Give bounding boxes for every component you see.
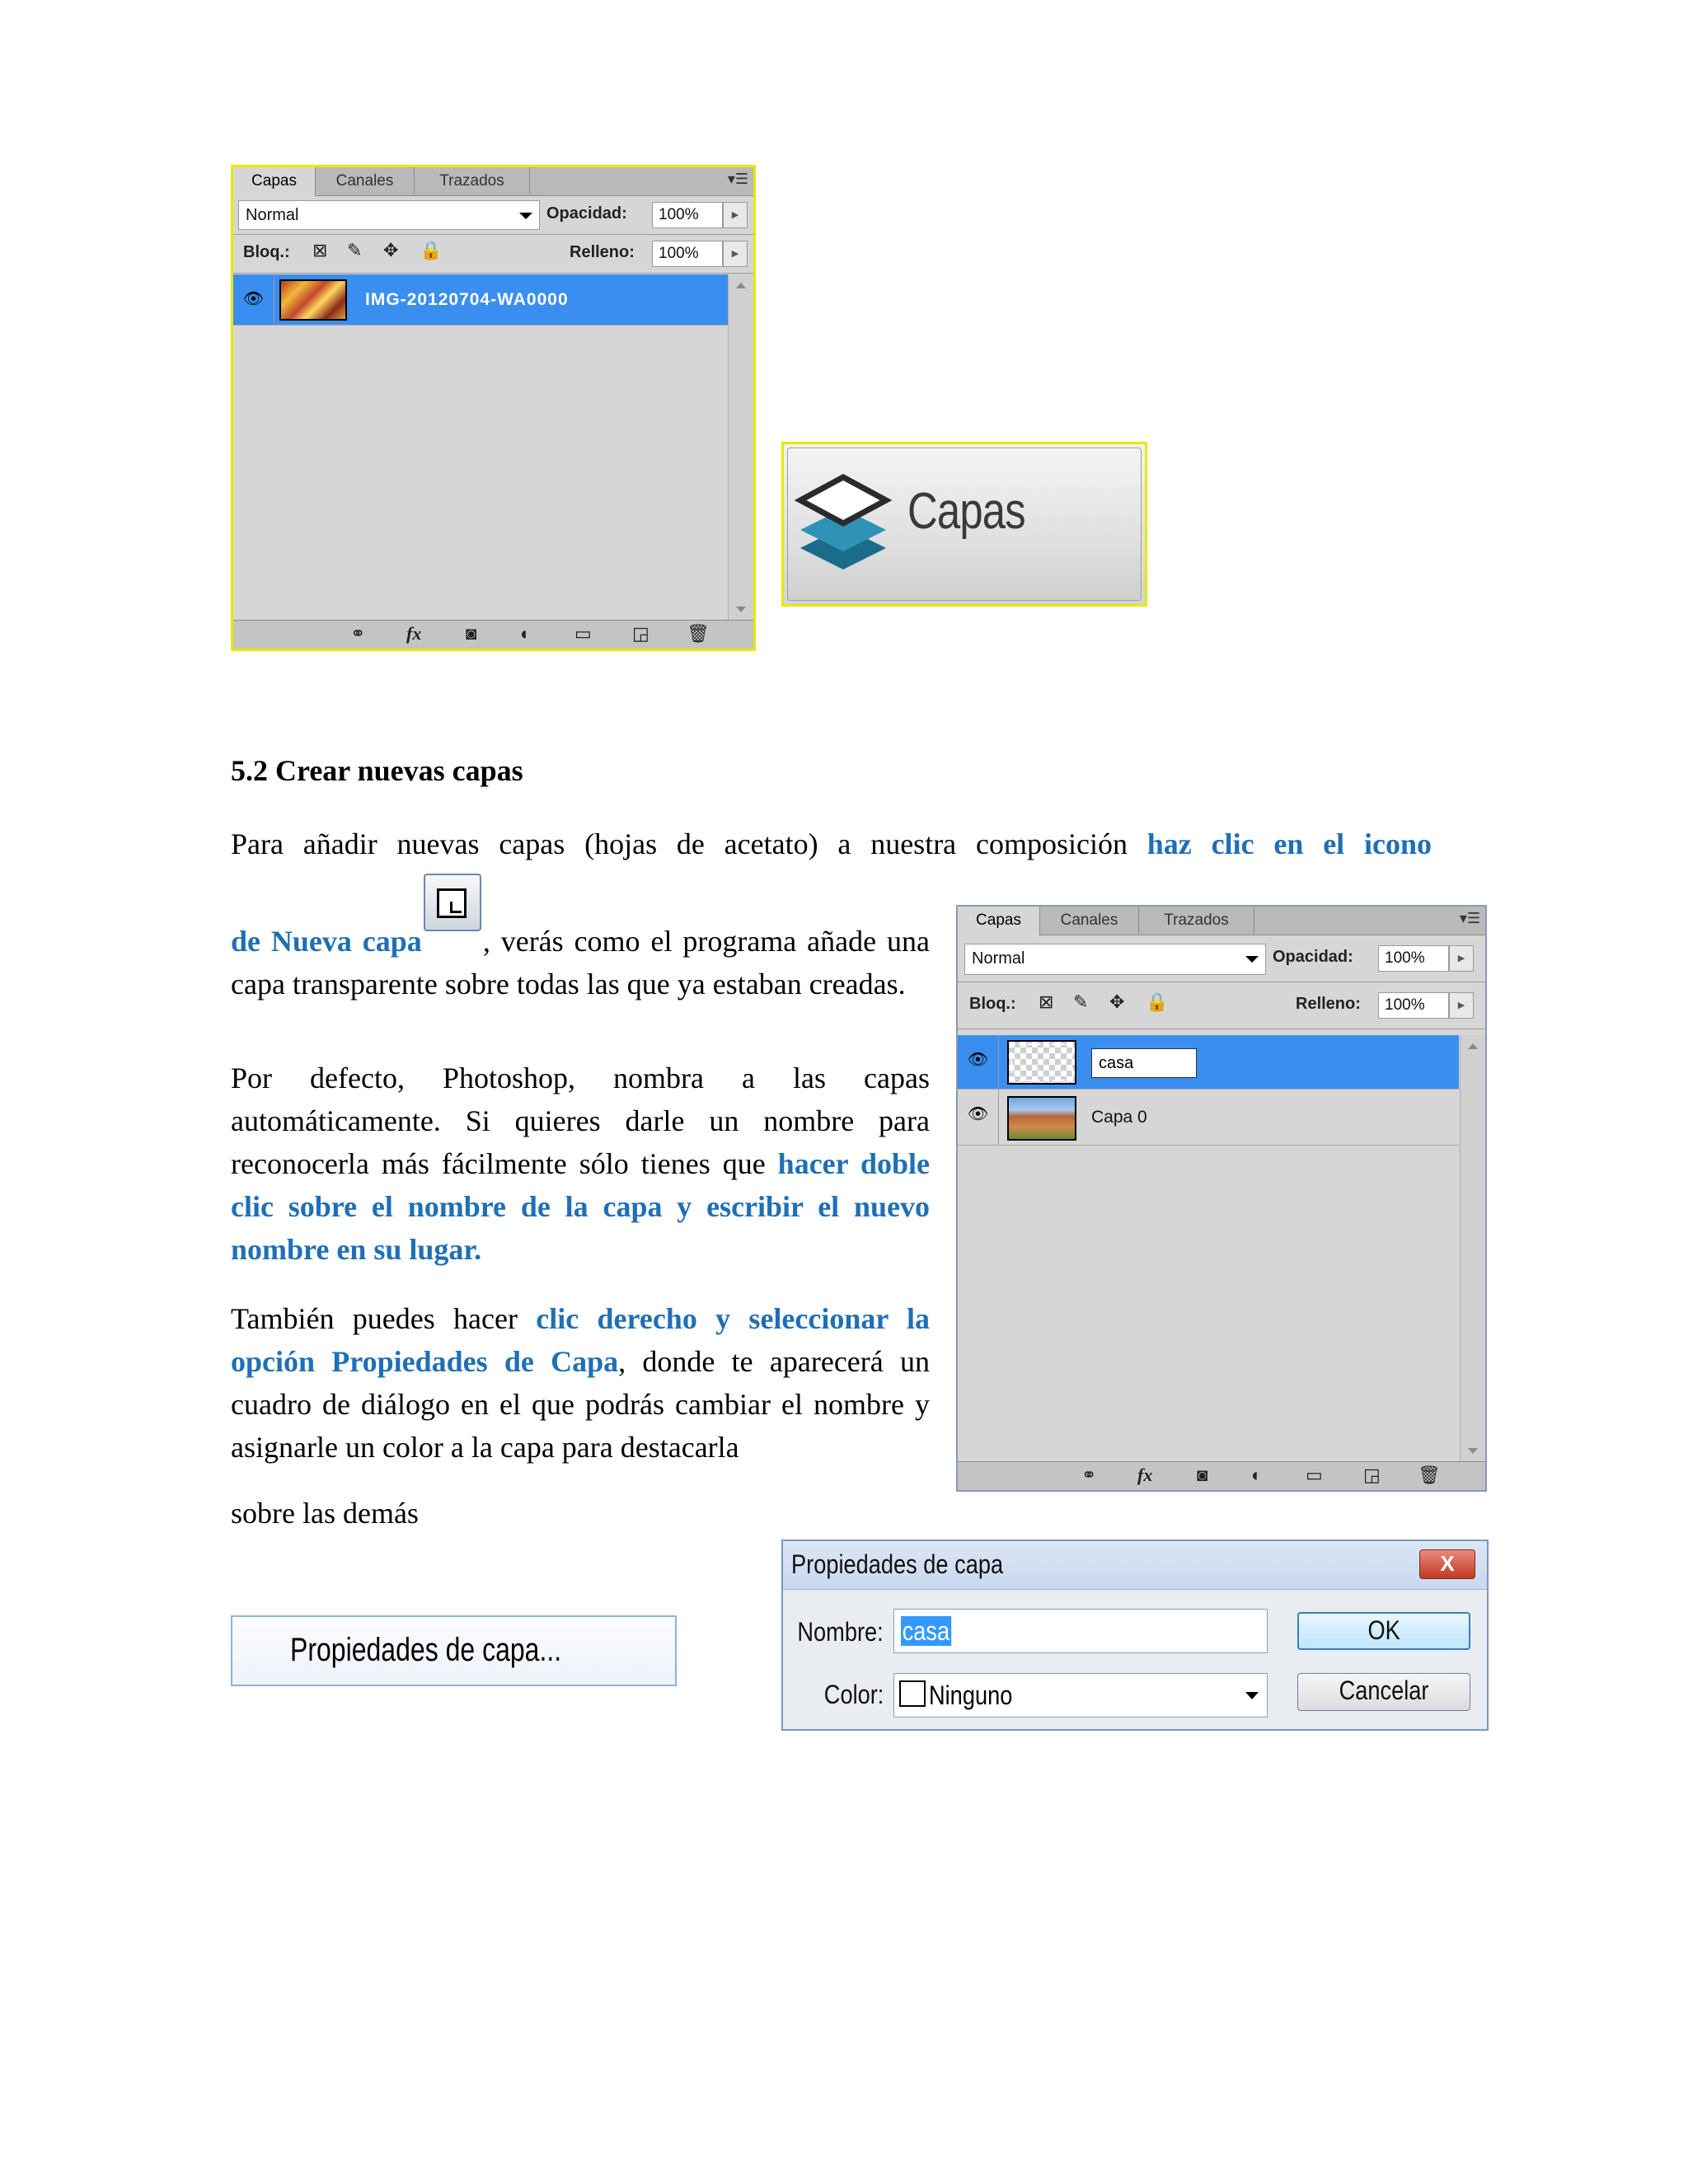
layer-thumbnail (1007, 1096, 1076, 1141)
layer-row[interactable] (958, 1090, 1459, 1146)
cancel-button[interactable] (1297, 1673, 1470, 1711)
blend-mode-value: Normal (246, 206, 299, 224)
chevron-down-icon (1245, 1692, 1259, 1699)
paragraph-2 (231, 1057, 930, 1271)
opacity-input[interactable]: 100% (652, 202, 723, 228)
scroll-up-icon[interactable] (1468, 1043, 1478, 1049)
lock-transparent-icon[interactable]: ⊠ (1039, 991, 1054, 1012)
layer-thumbnail (279, 279, 347, 321)
fill-label: Relleno: (1296, 995, 1361, 1013)
p3-text: También puedes hacer (231, 1302, 537, 1335)
paragraph-1-rest (231, 898, 930, 1005)
ok-button[interactable] (1297, 1612, 1470, 1650)
eye-icon[interactable]: 👁 (233, 274, 274, 325)
tab-trazados[interactable]: Trazados (415, 167, 530, 194)
scroll-down-icon[interactable] (1468, 1448, 1478, 1454)
new-layer-inline-icon (424, 874, 481, 931)
name-label: Nombre: (797, 1617, 884, 1647)
blend-row (233, 196, 753, 235)
transparent-layer-thumbnail (1007, 1040, 1076, 1085)
chevron-down-icon (1245, 956, 1259, 963)
chevron-down-icon (519, 213, 532, 219)
blend-mode-select[interactable] (964, 944, 1266, 975)
fx-icon[interactable]: fx (1137, 1465, 1153, 1485)
layers-scrollbar[interactable] (728, 274, 753, 621)
tab-trazados[interactable]: Trazados (1139, 907, 1254, 934)
blend-mode-value: Normal (972, 949, 1025, 968)
dialog-titlebar (783, 1541, 1487, 1590)
color-select-value: Ninguno (929, 1680, 1013, 1710)
scroll-up-icon[interactable] (736, 283, 746, 288)
color-label: Color: (823, 1680, 884, 1709)
close-button[interactable] (1419, 1549, 1475, 1579)
lock-row (958, 982, 1485, 1029)
folder-icon[interactable]: ▭ (1306, 1465, 1323, 1485)
layers-panel-2 (956, 905, 1487, 1492)
layers-scrollbar[interactable] (1460, 1035, 1485, 1462)
context-menu-item-layer-properties[interactable] (231, 1615, 677, 1686)
opacity-input[interactable]: 100% (1378, 945, 1449, 972)
lock-move-icon[interactable]: ✥ (1109, 991, 1125, 1012)
layer-row[interactable] (233, 274, 728, 326)
panel-menu-icon[interactable]: ▾☰ (727, 171, 748, 187)
opacity-slider-button[interactable]: ▶ (1449, 945, 1474, 972)
layer-name[interactable]: Capa 0 (1091, 1108, 1147, 1127)
panel-footer (958, 1461, 1485, 1490)
panel-tabs (958, 907, 1485, 935)
trash-icon[interactable]: 🗑 (687, 623, 710, 644)
p1-highlight: haz clic en el icono (1146, 827, 1432, 860)
fx-icon[interactable]: fx (406, 623, 422, 644)
fill-slider-button[interactable]: ▶ (1449, 992, 1474, 1019)
color-swatch (899, 1680, 926, 1707)
layers-panel-1 (231, 165, 756, 651)
lock-all-icon[interactable]: 🔒 (420, 240, 443, 260)
layer-row[interactable] (958, 1035, 1459, 1090)
p2-text: Por defecto, Photoshop, nombra a las capas automáticamente. Si quieres darle un nombre para reconocerla más fácilmente sólo tienes que (231, 1062, 930, 1180)
fill-label: Relleno: (570, 243, 635, 261)
lock-label: Bloq.: (243, 243, 290, 261)
blend-row (958, 935, 1485, 982)
color-select[interactable] (893, 1673, 1268, 1718)
new-layer-icon[interactable]: ◲ (632, 623, 649, 644)
tab-canales[interactable]: Canales (1040, 907, 1139, 934)
context-menu-item-label: Propiedades de capa... (290, 1632, 562, 1668)
link-icon[interactable]: ⚭ (350, 623, 366, 644)
adjustment-icon[interactable]: ◐ (520, 623, 532, 644)
eye-icon[interactable]: 👁 (958, 1035, 999, 1089)
fill-slider-button[interactable]: ▶ (723, 241, 748, 267)
lock-transparent-icon[interactable]: ⊠ (312, 240, 328, 260)
lock-move-icon[interactable]: ✥ (383, 240, 399, 260)
p2-highlight: hacer doble clic sobre el nombre de la capa y escribir el nuevo nombre en su lugar. (231, 1147, 930, 1266)
layer-name[interactable]: IMG-20120704-WA0000 (365, 290, 569, 309)
panel-menu-icon[interactable]: ▾☰ (1459, 910, 1480, 926)
blend-mode-select[interactable] (238, 200, 540, 230)
capas-button-label: Capas (907, 483, 1025, 540)
lock-row (233, 235, 753, 274)
opacity-label: Opacidad: (1273, 948, 1353, 966)
section-heading: 5.2 Crear nuevas capas (231, 754, 523, 787)
tab-capas[interactable]: Capas (233, 167, 316, 196)
name-input-value: casa (902, 1616, 950, 1646)
tab-capas[interactable]: Capas (958, 907, 1040, 935)
folder-icon[interactable]: ▭ (574, 623, 592, 644)
p1-highlight-2: de Nueva capa (231, 925, 422, 958)
paragraph-3-end: sobre las demás (231, 1497, 419, 1530)
paragraph-3 (231, 1297, 930, 1469)
panel-tabs (233, 167, 753, 196)
opacity-label: Opacidad: (546, 204, 627, 223)
tab-canales[interactable]: Canales (316, 167, 415, 194)
capas-button[interactable] (781, 442, 1147, 607)
layer-properties-dialog (781, 1540, 1489, 1731)
trash-icon[interactable]: 🗑 (1418, 1465, 1441, 1485)
opacity-slider-button[interactable]: ▶ (723, 202, 748, 228)
close-icon: X (1440, 1551, 1455, 1576)
lock-all-icon[interactable]: 🔒 (1146, 991, 1169, 1012)
new-layer-icon[interactable]: ◲ (1363, 1465, 1381, 1485)
paragraph-1-line-1 (231, 823, 1432, 865)
mask-icon[interactable]: ◙ (1197, 1465, 1208, 1485)
mask-icon[interactable]: ◙ (466, 623, 477, 644)
p3-text-2: , donde te aparecerá un cuadro de diálogo en el que podrás cambiar el nombre y asignarle un color a la capa para destacarla (231, 1345, 930, 1464)
layer-name-edit-field[interactable]: casa (1091, 1048, 1197, 1078)
fill-input[interactable]: 100% (652, 241, 723, 267)
panel-footer (233, 620, 753, 649)
link-icon[interactable]: ⚭ (1081, 1465, 1097, 1485)
lock-brush-icon[interactable]: ✎ (347, 240, 363, 260)
dialog-title: Propiedades de capa (791, 1549, 1004, 1579)
p1-text: Para añadir nuevas capas (hojas de acetato) a nuestra composición (231, 827, 1147, 860)
layers-icon (794, 469, 893, 584)
eye-icon[interactable]: 👁 (958, 1090, 999, 1145)
name-input[interactable] (893, 1609, 1268, 1653)
fill-input[interactable]: 100% (1378, 992, 1449, 1019)
ok-button-label: OK (1367, 1615, 1400, 1645)
adjustment-icon[interactable]: ◐ (1251, 1465, 1263, 1485)
cancel-button-label: Cancelar (1339, 1675, 1429, 1705)
scroll-down-icon[interactable] (736, 607, 746, 612)
lock-brush-icon[interactable]: ✎ (1073, 991, 1089, 1012)
p3-highlight: clic derecho y seleccionar la opción Propiedades de Capa (231, 1302, 931, 1378)
p1-text-2: , verás como el programa añade una capa transparente sobre todas las que ya estaban creadas. (231, 925, 931, 1001)
lock-label: Bloq.: (969, 995, 1016, 1013)
